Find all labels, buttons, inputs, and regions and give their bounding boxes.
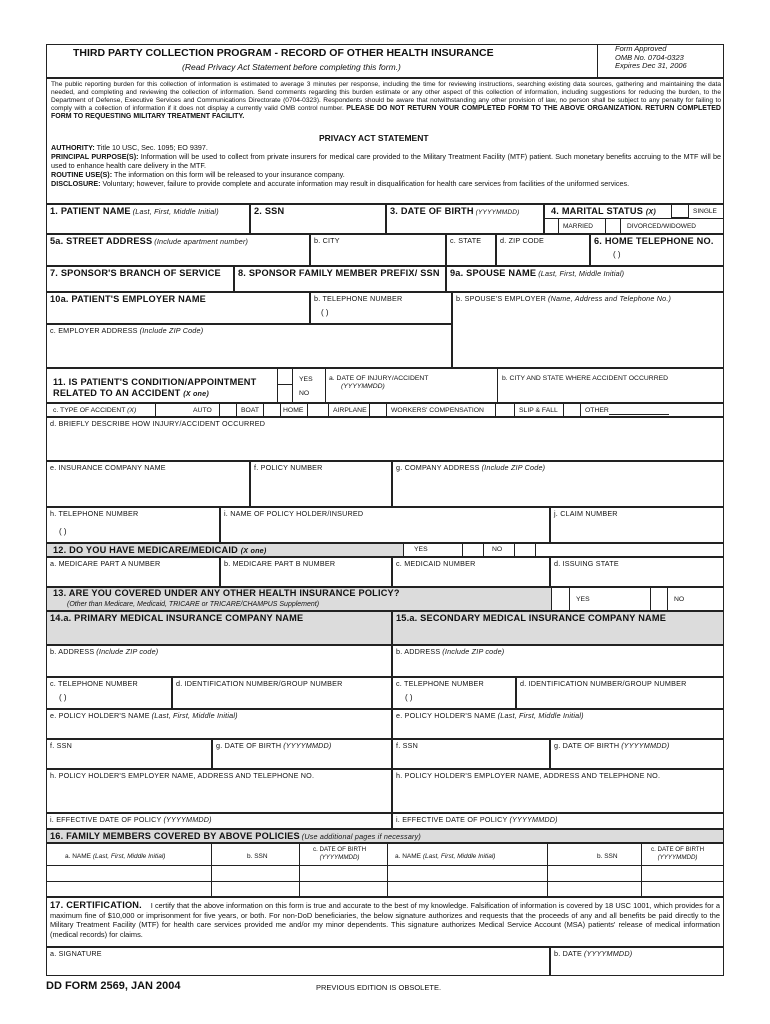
- primary-telephone-field[interactable]: c. TELEPHONE NUMBER ( ): [46, 677, 172, 709]
- secondary-telephone-field[interactable]: c. TELEPHONE NUMBER ( ): [392, 677, 516, 709]
- boat-checkbox[interactable]: [263, 404, 281, 417]
- primary-holder-name-field[interactable]: e. POLICY HOLDER'S NAME (Last, First, Middle Initial): [46, 709, 392, 739]
- spouse-employer-field[interactable]: b. SPOUSE'S EMPLOYER (Name, Address and Telephone No.): [452, 292, 724, 368]
- medicare-yes-checkbox[interactable]: [462, 544, 484, 556]
- divorced-checkbox[interactable]: [605, 218, 621, 234]
- family-ssn-col-right: b. SSN: [597, 853, 618, 860]
- primary-id-number-field[interactable]: d. IDENTIFICATION NUMBER/GROUP NUMBER: [172, 677, 392, 709]
- boat-option[interactable]: BOAT: [241, 407, 260, 414]
- secondary-holder-employer-field[interactable]: h. POLICY HOLDER'S EMPLOYER NAME, ADDRESS AND TELEPHONE NO.: [392, 769, 724, 813]
- single-checkbox[interactable]: [671, 205, 689, 218]
- other-insurance-question-row: [46, 587, 724, 611]
- other-insurance-no-checkbox[interactable]: [650, 588, 668, 610]
- airplane-option[interactable]: AIRPLANE: [333, 407, 367, 414]
- accident-type-row: [46, 403, 724, 417]
- phone-parens: ( ): [59, 527, 67, 536]
- other-insurance-yes-label: YES: [576, 596, 590, 603]
- secondary-address-field[interactable]: b. ADDRESS (Include ZIP code): [392, 645, 724, 677]
- secondary-id-number-field[interactable]: d. IDENTIFICATION NUMBER/GROUP NUMBER: [516, 677, 724, 709]
- slip-fall-option[interactable]: SLIP & FALL: [519, 407, 558, 414]
- phone-parens: ( ): [321, 308, 329, 317]
- medicare-no-checkbox[interactable]: [514, 544, 536, 556]
- burden-privacy-section: [46, 78, 724, 204]
- other-option[interactable]: OTHER: [585, 407, 609, 414]
- marital-status-field: [544, 204, 724, 234]
- no-label: NO: [299, 390, 310, 397]
- single-label: SINGLE: [693, 208, 717, 215]
- married-checkbox[interactable]: [545, 218, 559, 234]
- expiry-date: Expires Dec 31, 2006: [615, 61, 687, 70]
- city-field[interactable]: b. CITY: [310, 234, 446, 266]
- patient-name-field[interactable]: 1. PATIENT NAME (Last, First, Middle Initial): [46, 204, 250, 234]
- certification-section: [46, 897, 724, 947]
- phone-parens: ( ): [59, 693, 67, 702]
- spouse-name-field[interactable]: 9a. SPOUSE NAME (Last, First, Middle Initial): [446, 266, 724, 292]
- medicare-question-row: [46, 543, 724, 557]
- home-checkbox[interactable]: [307, 404, 329, 417]
- other-insurance-note: (Other than Medicare, Medicaid, TRICARE or TRICARE/CHAMPUS Supplement): [67, 601, 320, 608]
- signature-field[interactable]: a. SIGNATURE: [46, 947, 550, 976]
- secondary-dob-field[interactable]: g. DATE OF BIRTH (YYYYMMDD): [550, 739, 724, 769]
- company-address-field[interactable]: g. COMPANY ADDRESS (Include ZIP Code): [392, 461, 724, 507]
- other-insurance-question: 13. ARE YOU COVERED UNDER ANY OTHER HEALTH INSURANCE POLICY?: [53, 588, 400, 598]
- home-option[interactable]: HOME: [283, 407, 304, 414]
- policy-holder-name-field[interactable]: i. NAME OF POLICY HOLDER/INSURED: [220, 507, 550, 543]
- medicare-no-label: NO: [492, 546, 503, 553]
- family-name-col-right: a. NAME (Last, First, Middle Initial): [395, 853, 496, 860]
- medicare-answer-area: [403, 544, 723, 556]
- family-row-divider: [47, 881, 724, 882]
- state-field[interactable]: c. STATE: [446, 234, 496, 266]
- medicare-question: 12. DO YOU HAVE MEDICARE/MEDICAID (X one): [53, 545, 267, 555]
- certification-text: 17. CERTIFICATION. I certify that the above information on this form is true and accurate to the best of my knowledge. Falsification of information is covered by 18 USC 1001, which provides for a maximum fine of $10,000 or imprisonment for five years, or both. For non-DoD beneficiaries, the below signature authorizes and requests that the proceeds of any and all benefits be paid directly to the Military Treatment Facility (MTF) for health care services provided me and/or my minor dependents. This signature authorizes Medical Service Account (MSA) patients' release of medical information (medical records) for claims.: [50, 900, 720, 939]
- home-telephone-field[interactable]: 6. HOME TELEPHONE NO. ( ): [590, 234, 724, 266]
- family-name-col-left: a. NAME (Last, First, Middle Initial): [65, 853, 166, 860]
- patient-employer-name-field[interactable]: 10a. PATIENT'S EMPLOYER NAME: [46, 292, 310, 324]
- privacy-title: PRIVACY ACT STATEMENT: [319, 133, 429, 143]
- issuing-state-field[interactable]: d. ISSUING STATE: [550, 557, 724, 587]
- signature-date-field[interactable]: b. DATE (YYYYMMDD): [550, 947, 724, 976]
- medicare-part-b-field[interactable]: b. MEDICARE PART B NUMBER: [220, 557, 392, 587]
- secondary-insurance-name-field[interactable]: 15.a. SECONDARY MEDICAL INSURANCE COMPANY NAME: [392, 611, 724, 645]
- privacy-statement: AUTHORITY: Title 10 USC, Sec. 1095; EO 9397. PRINCIPAL PURPOSE(S): Information will be used to collect from private insurers for medical care provided to the Military Treatment Facility (MTF) patient. Such monetary benefits accruing to the MTF will be used to enhance health care delivery in the MTF. ROUTINE USE(S): The information on this form will be released to your insurance company. DISCLOSURE: Voluntary; however, failure to provide complete and accurate information may result in disqualification for health care services from facilities of the uniformed services.: [51, 143, 721, 188]
- form-page: [46, 44, 724, 976]
- medicaid-number-field[interactable]: c. MEDICAID NUMBER: [392, 557, 550, 587]
- workers-comp-option[interactable]: WORKERS' COMPENSATION: [391, 407, 484, 414]
- workers-comp-checkbox[interactable]: [495, 404, 515, 417]
- form-header: [46, 44, 724, 78]
- claim-number-field[interactable]: j. CLAIM NUMBER: [550, 507, 724, 543]
- policy-number-field[interactable]: f. POLICY NUMBER: [250, 461, 392, 507]
- secondary-holder-name-field[interactable]: e. POLICY HOLDER'S NAME (Last, First, Middle Initial): [392, 709, 724, 739]
- obsolete-notice: PREVIOUS EDITION IS OBSOLETE.: [316, 983, 442, 992]
- family-members-table: [46, 843, 724, 897]
- secondary-effective-date-field[interactable]: i. EFFECTIVE DATE OF POLICY (YYYYMMDD): [392, 813, 724, 829]
- other-insurance-answer: [551, 588, 724, 610]
- injury-date-label[interactable]: a. DATE OF INJURY/ACCIDENT (YYYYMMDD): [329, 375, 429, 390]
- primary-holder-employer-field[interactable]: h. POLICY HOLDER'S EMPLOYER NAME, ADDRESS AND TELEPHONE NO.: [46, 769, 392, 813]
- family-dob-col-left: c. DATE OF BIRTH (YYYYMMDD): [313, 846, 367, 861]
- injury-description-field[interactable]: d. BRIEFLY DESCRIBE HOW INJURY/ACCIDENT OCCURRED: [46, 417, 724, 461]
- burden-statement: The public reporting burden for this collection of information is estimated to average 3 minutes per response, including the time for reviewing instructions, searching existing data sources, gathering and maintaining the data needed, and completing and reviewing the collection of information. Send comments regarding this burden estimate or any other aspect of this collection of information, including suggestions for reducing the burden, to the Department of Defense, Executive Services and Communications Directorate (0704-0323). Respondents should be aware that notwithstanding any other provision of law, no person shall be subject to any penalty for failing to comply with a collection of information if it does not display a currently valid OMB control number. PLEASE DO NOT RETURN YOUR COMPLETED FORM TO THE ABOVE ORGANIZATION. RETURN COMPLETED FORM TO REQUESTING MILITARY TREATMENT FACILITY.: [51, 81, 721, 120]
- omb-number: OMB No. 0704-0323: [615, 52, 684, 62]
- medicare-yes-label: YES: [414, 546, 428, 553]
- other-insurance-yes-checkbox[interactable]: [552, 588, 570, 610]
- insurance-company-name-field[interactable]: e. INSURANCE COMPANY NAME: [46, 461, 250, 507]
- primary-effective-date-field[interactable]: i. EFFECTIVE DATE OF POLICY (YYYYMMDD): [46, 813, 392, 829]
- divorced-label: DIVORCED/WIDOWED: [627, 223, 696, 230]
- primary-dob-field[interactable]: g. DATE OF BIRTH (YYYYMMDD): [212, 739, 392, 769]
- insurance-telephone-field[interactable]: h. TELEPHONE NUMBER ( ): [46, 507, 220, 543]
- airplane-checkbox[interactable]: [369, 404, 387, 417]
- slip-fall-checkbox[interactable]: [563, 404, 581, 417]
- family-dob-col-right: c. DATE OF BIRTH (YYYYMMDD): [651, 846, 705, 861]
- accident-question: 11. IS PATIENT'S CONDITION/APPOINTMENT RELATED TO AN ACCIDENT (X one): [53, 377, 257, 398]
- form-title: THIRD PARTY COLLECTION PROGRAM - RECORD OF OTHER HEALTH INSURANCE: [73, 47, 494, 59]
- auto-option[interactable]: AUTO: [193, 407, 212, 414]
- sponsor-prefix-ssn-field[interactable]: 8. SPONSOR FAMILY MEMBER PREFIX/ SSN: [234, 266, 446, 292]
- married-label: MARRIED: [563, 223, 593, 230]
- medicare-part-a-field[interactable]: a. MEDICARE PART A NUMBER: [46, 557, 220, 587]
- zip-code-field[interactable]: d. ZIP CODE: [496, 234, 590, 266]
- employer-telephone-field[interactable]: b. TELEPHONE NUMBER ( ): [310, 292, 452, 324]
- accident-yes-checkbox[interactable]: [278, 369, 292, 385]
- accident-checkboxes: [277, 369, 293, 402]
- primary-ssn-field[interactable]: f. SSN: [46, 739, 212, 769]
- phone-parens: ( ): [613, 250, 621, 259]
- accident-type-label: c. TYPE OF ACCIDENT (X): [53, 407, 137, 414]
- family-ssn-col-left: b. SSN: [247, 853, 268, 860]
- auto-checkbox[interactable]: [219, 404, 237, 417]
- primary-insurance-name-field[interactable]: 14.a. PRIMARY MEDICAL INSURANCE COMPANY NAME: [46, 611, 392, 645]
- sponsor-branch-field[interactable]: 7. SPONSOR'S BRANCH OF SERVICE: [46, 266, 234, 292]
- employer-address-field[interactable]: c. EMPLOYER ADDRESS (Include ZIP Code): [46, 324, 452, 368]
- family-members-header: 16. FAMILY MEMBERS COVERED BY ABOVE POLICIES (Use additional pages if necessary): [46, 829, 724, 843]
- other-line[interactable]: [609, 414, 669, 415]
- accident-section: [46, 368, 724, 403]
- street-address-field[interactable]: 5a. STREET ADDRESS (Include apartment number): [46, 234, 310, 266]
- form-subtitle: (Read Privacy Act Statement before completing this form.): [182, 62, 401, 72]
- date-of-birth-field[interactable]: 3. DATE OF BIRTH (YYYYMMDD): [386, 204, 544, 234]
- form-number: DD FORM 2569, JAN 2004: [46, 980, 181, 992]
- primary-address-field[interactable]: b. ADDRESS (Include ZIP code): [46, 645, 392, 677]
- ssn-field[interactable]: 2. SSN: [250, 204, 386, 234]
- form-approved: Form Approved: [615, 44, 667, 53]
- marital-status-label: 4. MARITAL STATUS (X): [551, 206, 656, 216]
- omb-block: [615, 45, 687, 71]
- family-table-header: [47, 844, 724, 866]
- other-insurance-no-label: NO: [674, 596, 685, 603]
- secondary-ssn-field[interactable]: f. SSN: [392, 739, 550, 769]
- yes-label: YES: [299, 376, 313, 383]
- phone-parens: ( ): [405, 693, 413, 702]
- accident-location-label[interactable]: b. CITY AND STATE WHERE ACCIDENT OCCURRED: [502, 375, 669, 382]
